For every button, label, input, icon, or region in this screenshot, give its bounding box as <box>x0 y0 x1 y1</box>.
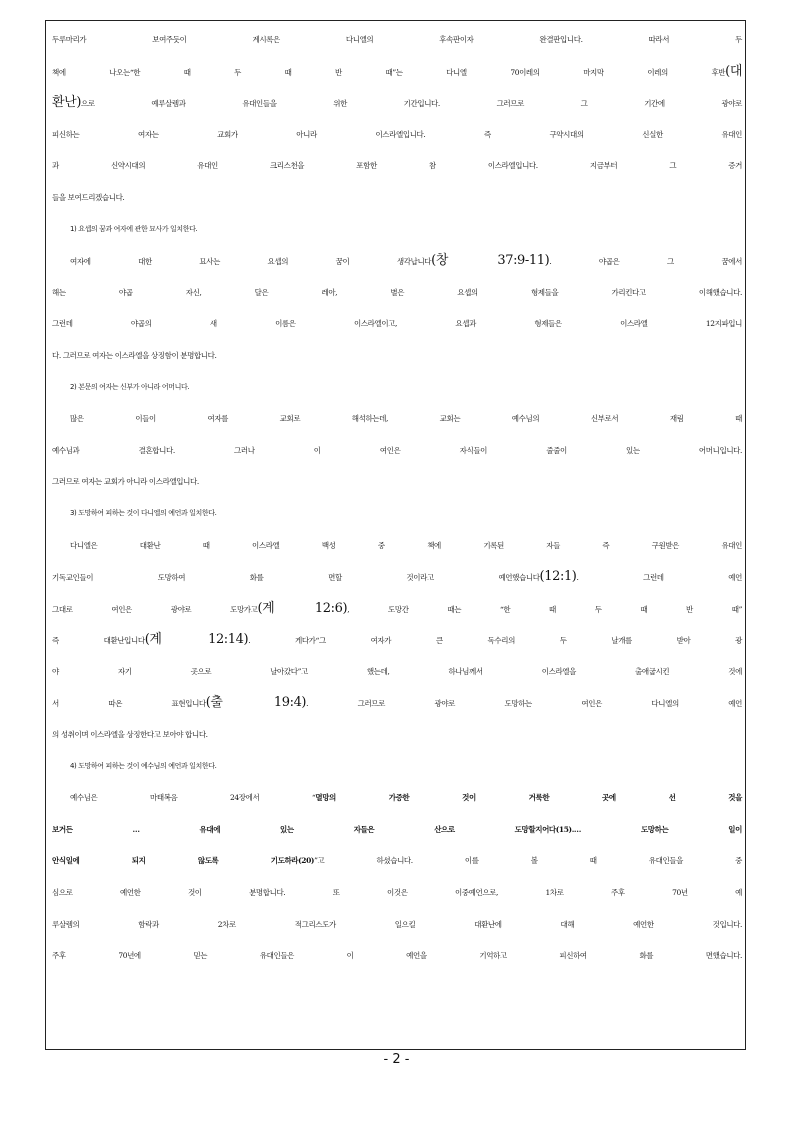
text: (계 12:6) <box>257 600 348 616</box>
paragraph-line <box>52 340 742 372</box>
text: 루살렘의 함락과 2차로 적그리스도가 일으킬 대환난에 대해 예언한 것입니다. <box>52 919 742 929</box>
paragraph-line <box>52 687 742 719</box>
text: 많은 이들이 여자를 교회로 해석하는데, 교회는 예수님의 신부로서 재림 때 <box>70 414 742 424</box>
paragraph-line <box>52 909 742 941</box>
text: ”고 하셨습니다. 이를 볼 때 유대인들을 중 <box>314 856 742 866</box>
text: 피신하는 여자는 교회가 아니라 이스라엘입니다. 즉 구약시대의 신실한 유대인 <box>52 129 742 139</box>
text: 그러므로 여자는 교회가 아니라 이스라엘입니다. <box>52 477 199 487</box>
text: 해는 야곱 자신, 달은 레아, 별은 요셉의 형제들을 가리킨다고 이해했습니다. <box>52 287 742 297</box>
text: 야 자기 곳으로 날아갔다”고 했는데, 하나님께서 이스라엘을 출애굽시킨 것에 <box>52 666 742 676</box>
text: 두루마리가 보여주듯이 계시록은 다니엘의 후속판이자 완결판입니다. 따라서 두 <box>52 35 742 44</box>
text: 예수님은 마태복음 24장에서 “ <box>70 793 316 803</box>
text: . 그러므로 광야로 도망하는 여인은 다니엘의 예언 <box>306 699 742 709</box>
paragraph-line <box>52 466 742 498</box>
paragraph-line <box>52 719 742 751</box>
text: 다. 그러므로 여자는 이스라엘을 상징함이 분명합니다. <box>52 350 217 360</box>
paragraph-line <box>52 845 742 877</box>
paragraph-line <box>52 277 742 309</box>
text: . 야곱은 그 꿈에서 <box>549 257 742 267</box>
bold-text: 보거든 … 유대에 있는 자들은 산으로 도망할지어다(15).… 도망하는 일이 <box>52 824 742 834</box>
text: 4) 도망하여 피하는 것이 예수님의 예언과 일치한다. <box>70 761 217 770</box>
text: 주후 70년에 믿는 유대인들은 이 예언을 기억하고 피신하여 화를 면했습니다. <box>52 951 742 961</box>
paragraph-line <box>52 877 742 909</box>
section-heading-2 <box>52 372 742 404</box>
paragraph-line <box>52 119 742 151</box>
text: 기독교인들이 도망하여 화를 면할 것이라고 예언했습니다 <box>52 573 540 583</box>
paragraph-line <box>52 87 742 119</box>
text: 그런데 야곱의 새 이름은 이스라엘이고, 요셉과 형제들은 이스라엘 12지파입니 <box>52 319 742 329</box>
paragraph-line <box>52 435 742 467</box>
section-heading-1 <box>52 214 742 246</box>
text: 서 따온 표현입니다 <box>52 699 206 709</box>
paragraph-line <box>52 24 742 56</box>
bold-text: 멸망의 가증한 것이 거룩한 곳에 선 것을 <box>315 793 742 803</box>
paragraph-line <box>52 308 742 340</box>
section-heading-3 <box>52 498 742 530</box>
paragraph-line <box>52 530 742 562</box>
text: 으로 예루살렘과 유대인들을 위한 기간입니다. 그러므로 그 기간에 광야로 <box>81 99 742 109</box>
text: 과 신약시대의 유대인 크리스천을 포함한 참 이스라엘입니다. 지금부터 그 증거 <box>52 161 742 171</box>
page-number: - 2 - <box>383 1052 410 1067</box>
text: 3) 도망하여 피하는 것이 다니엘의 예언과 일치한다. <box>70 508 217 517</box>
text: . 그런데 예언 <box>576 573 742 583</box>
paragraph-line <box>52 814 742 846</box>
text: , 도망간 때는 “한 때 두 때 반 때” <box>347 604 743 614</box>
text: 들을 보여드리겠습니다. <box>52 192 125 202</box>
text: (12:1) <box>539 569 577 585</box>
paragraph-line <box>52 656 742 688</box>
text: . 게다가“그 여자가 큰 독수리의 두 날개를 받아 광 <box>248 636 742 646</box>
text: 여자에 대한 묘사는 요셉의 꿈이 생각납니다 <box>70 257 432 267</box>
paragraph-line <box>52 245 742 277</box>
text: (창 37:9-11) <box>431 253 550 269</box>
paragraph-line <box>52 940 742 972</box>
paragraph-line <box>52 182 742 214</box>
paragraph-line <box>52 624 742 656</box>
text: 2) 본문의 여자는 신부가 아니라 어머니다. <box>70 382 190 391</box>
text: 예수님과 결혼합니다. 그러나 이 여인은 자식들이 줄줄이 있는 어머니입니다. <box>52 445 742 455</box>
text: (계 12:14) <box>144 632 249 648</box>
paragraph-line <box>52 56 742 88</box>
section-heading-4 <box>52 751 742 783</box>
paragraph-line <box>52 593 742 625</box>
bold-text: 안식일에 되지 않도록 기도하라(20) <box>52 856 315 866</box>
text: 다니엘은 대환난 때 이스라엘 백성 중 책에 기록된 자들 즉 구원받은 유대인 <box>70 540 742 550</box>
paragraph-line <box>52 561 742 593</box>
document-body <box>52 24 742 972</box>
paragraph-line <box>52 782 742 814</box>
paragraph-line <box>52 150 742 182</box>
text: 심으로 예언한 것이 분명합니다. 또 이것은 이중예언으로, 1차로 주후 70년 예 <box>52 888 742 898</box>
paragraph-line <box>52 403 742 435</box>
text: 즉 대환난입니다 <box>52 636 145 646</box>
text: 의 성취이며 이스라엘을 상징한다고 보아야 합니다. <box>52 730 208 740</box>
text: 책에 나오는“한 때 두 때 반 때”는 다니엘 70이레의 마지막 이레의 후반 <box>52 67 726 77</box>
text: 1) 요셉의 꿈과 여자에 관한 묘사가 일치한다. <box>70 224 198 233</box>
text: 그대로 여인은 광야로 도망가고 <box>52 604 258 614</box>
text: 환난) <box>52 95 81 111</box>
text: (출 19:4) <box>205 695 307 711</box>
text: (대 <box>725 63 742 79</box>
